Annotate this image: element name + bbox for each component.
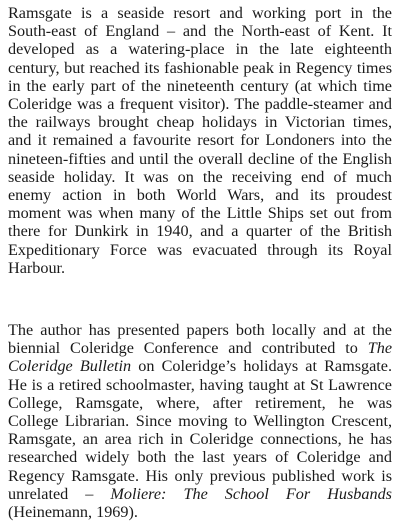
bulletin-title: The Coleridge Bulletin: [8, 339, 392, 376]
bio-text-part-1: The author has presented papers both locally and at the biennial Coleridge Conference and contributed to: [8, 321, 392, 358]
bio-text-part-3: (Heinemann, 1969).: [8, 503, 138, 521]
book-cover-text: [8, 4, 392, 521]
ramsgate-description-paragraph: Ramsgate is a seaside resort and working port in the South-east of England – and the North-east of Kent. It developed as a watering-place in the late eighteenth century, but reached its fashionable peak in Regency times in the early part of the nineteenth century (at which time Coleridge was a frequent visitor). The paddle-steamer and the railways brought cheap holidays in Victorian times, and it remained a favourite resort for Londoners into the nineteen-fifties and until the overall decline of the English seaside holiday. It was on the receiving end of much enemy action in both World Wars, and its proudest moment was when many of the Little Ships set out from there for Dunkirk in 1940, and a quarter of the British Expeditionary Force was evacuated through its Royal Harbour.: [8, 4, 392, 277]
author-biography-paragraph: [8, 321, 392, 521]
previous-book-title: Moliere: The School For Husbands: [110, 484, 392, 503]
bio-text-part-2: on Coleridge’s holidays at Ramsgate. He is a retired schoolmaster, having taught at St Lawrence College, Ramsgate, where, after retirement, he was College Librarian. Since moving to Wellington Crescent, Ramsgate, an area rich in Coleridge connections, he has researched widely both the last years of Coleridge and Regency Ramsgate. His only previous published work is unrelated –: [8, 357, 392, 503]
